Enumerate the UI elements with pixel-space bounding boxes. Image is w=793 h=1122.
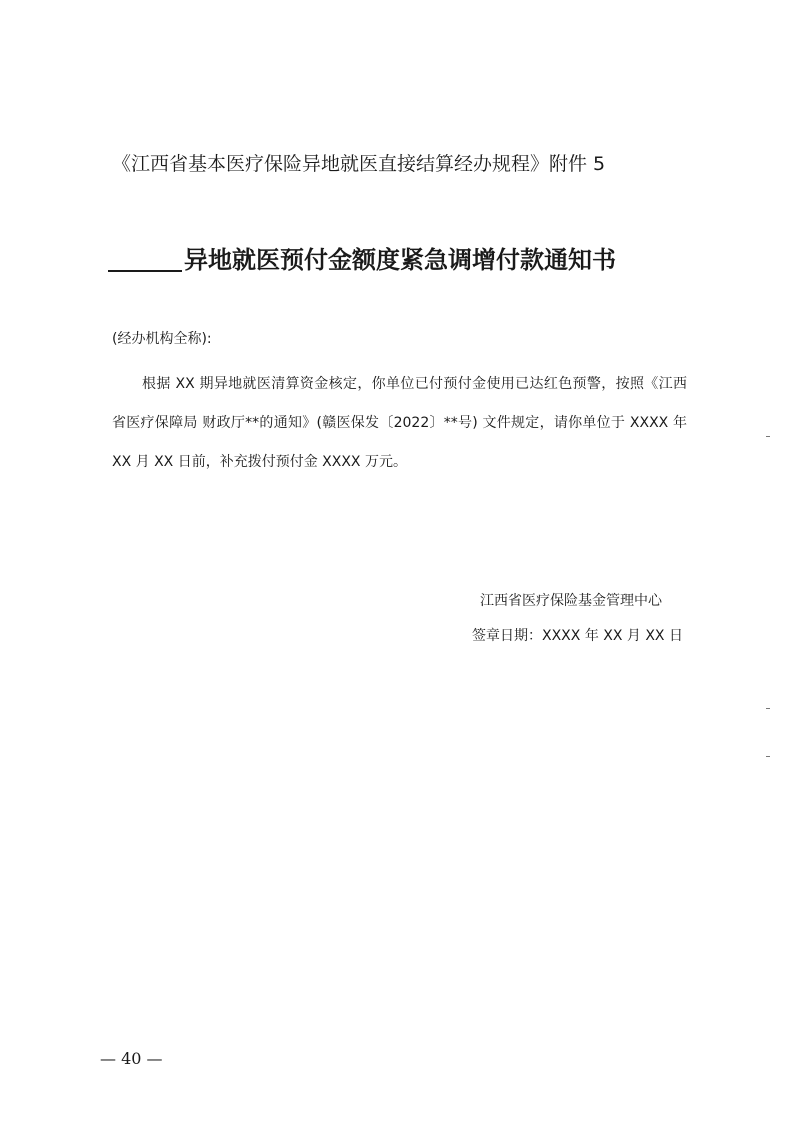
page-number: — 40 — <box>100 1049 163 1068</box>
body-paragraph: 根据 XX 期异地就医清算资金核定，你单位已付预付金使用已达红色预警，按照《江西省医疗保障局 财政厅**的通知》(赣医保发〔2022〕**号) 文件规定，请你单位于 XXXX 年 XX 月 XX 日前，补充拨付预付金 XXXX 万元。 <box>112 376 687 470</box>
title-text: 异地就医预付金额度紧急调增付款通知书 <box>184 245 616 274</box>
signature-date: 签章日期：XXXX 年 XX 月 XX 日 <box>472 628 683 644</box>
scan-speck <box>766 756 770 757</box>
title-fill-in-blank <box>108 270 182 272</box>
issuing-organization: 江西省医疗保险基金管理中心 <box>480 593 662 609</box>
addressee-line: (经办机构全称): <box>112 331 212 347</box>
document-title <box>108 238 708 278</box>
scan-speck <box>766 708 770 709</box>
scan-speck <box>766 436 770 437</box>
attachment-header: 《江西省基本医疗保险异地就医直接结算经办规程》附件 5 <box>112 153 606 175</box>
